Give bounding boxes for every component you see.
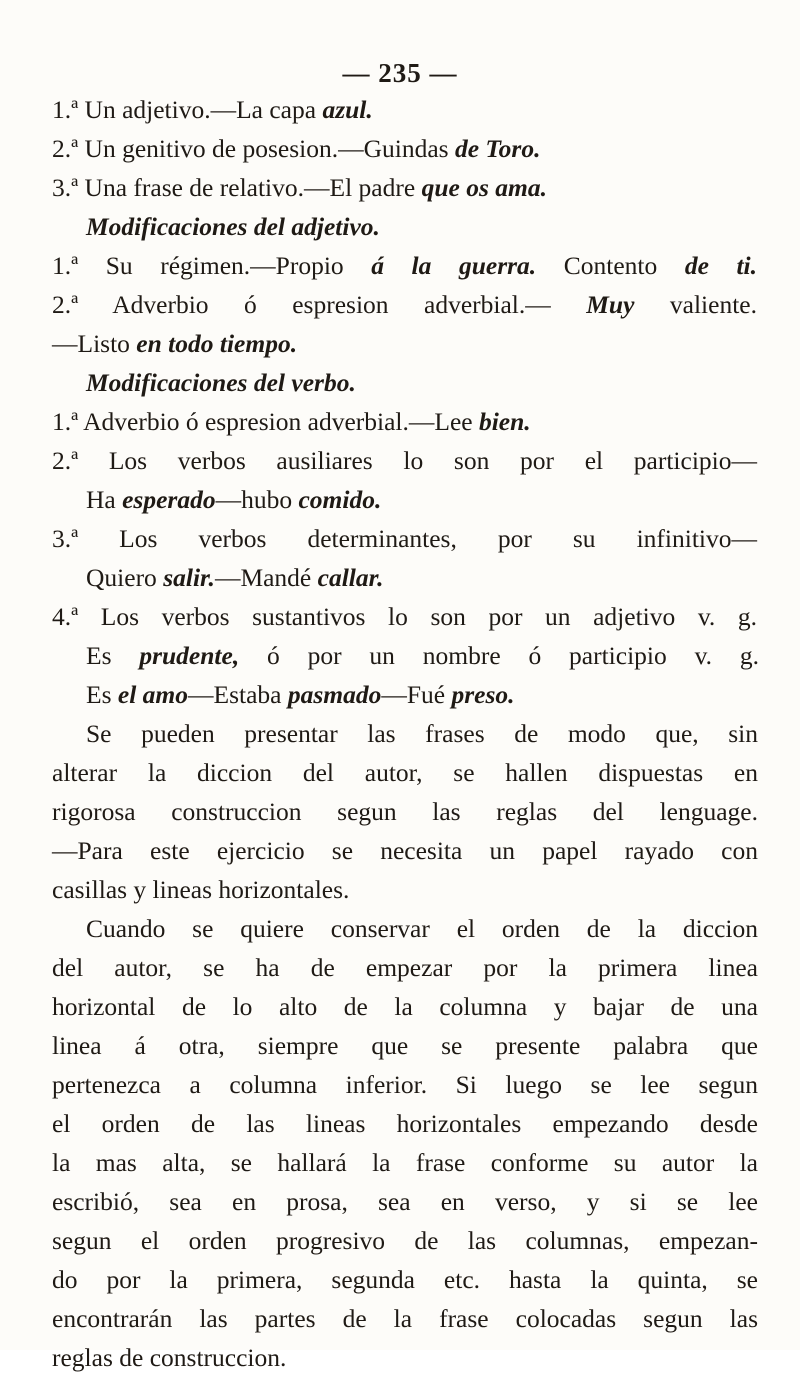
text-line	[52, 329, 297, 359]
text-line	[52, 797, 758, 827]
text-segment: alterar la diccion del autor, se hallen dispuestas en	[52, 758, 758, 787]
text-line	[52, 1070, 758, 1100]
text-segment: rigorosa construccion segun las reglas del lenguage.	[52, 797, 758, 826]
text-segment: Se pueden presentar las frases de modo que, sin	[86, 719, 758, 748]
text-segment: —Para este ejercicio se necesita un papel rayado con	[52, 836, 758, 865]
italic-text: Modificaciones del adjetivo.	[86, 212, 380, 241]
italic-text: á la guerra.	[371, 251, 537, 280]
page-number: — 235 —	[342, 58, 458, 88]
italic-text: comido.	[298, 485, 382, 514]
text-line	[52, 602, 757, 632]
text-line	[52, 173, 547, 203]
italic-text: preso.	[451, 680, 515, 709]
italic-text: Muy	[586, 290, 635, 319]
italic-text: el amo	[117, 680, 188, 709]
italic-text: pasmado	[287, 680, 382, 709]
text-segment: linea á otra, siempre que se presente palabra que	[52, 1031, 758, 1060]
text-segment: ó por un nombre ó participio v. g.	[239, 641, 759, 670]
italic-text: de ti.	[684, 251, 758, 280]
text-segment: —hubo	[215, 485, 299, 514]
text-line	[52, 1031, 758, 1061]
text-line	[52, 758, 758, 788]
text-segment: 1.ª Adverbio ó espresion adverbial.—Lee	[52, 407, 479, 436]
text-segment: Quiero	[86, 563, 164, 592]
italic-text: bien.	[478, 407, 531, 436]
text-segment: 2.ª Un genitivo de posesion.—Guindas	[52, 134, 455, 163]
text-line	[52, 1187, 758, 1217]
text-segment: segun el orden progresivo de las columnas, empezan-	[52, 1226, 758, 1255]
text-segment: Es	[86, 680, 118, 709]
text-segment: —Listo	[52, 329, 137, 358]
text-segment: 1.ª Su régimen.—Propio	[52, 251, 372, 280]
text-segment: —Estaba	[188, 680, 288, 709]
text-line	[52, 1109, 758, 1139]
italic-text: de Toro.	[454, 134, 541, 163]
text-line	[86, 563, 384, 593]
text-segment: valiente.	[634, 290, 757, 319]
text-line	[52, 836, 758, 866]
text-line	[52, 134, 540, 164]
text-line	[52, 1304, 758, 1334]
text-segment: pertenezca a columna inferior. Si luego se lee segun	[52, 1070, 758, 1099]
text-line	[86, 680, 515, 710]
italic-text: esperado	[122, 485, 216, 514]
text-line	[52, 290, 757, 320]
text-segment: Ha	[86, 485, 123, 514]
text-line	[52, 953, 758, 983]
text-line	[52, 251, 757, 281]
text-line	[52, 875, 349, 905]
text-line	[86, 641, 759, 671]
italic-text: que os ama.	[421, 173, 547, 202]
text-line	[52, 407, 531, 437]
text-segment: 3.ª Una frase de relativo.—El padre	[52, 173, 422, 202]
text-segment: 3.ª Los verbos determinantes, por su infinitivo—	[52, 524, 757, 553]
text-line	[52, 1226, 758, 1256]
text-segment: —Mandé	[214, 563, 318, 592]
text-line	[52, 524, 757, 554]
text-line	[52, 95, 373, 125]
italic-text: callar.	[317, 563, 384, 592]
text-segment: escribió, sea en prosa, sea en verso, y si se lee	[52, 1187, 758, 1216]
text-segment: casillas y lineas horizontales.	[52, 875, 350, 904]
text-line	[52, 1343, 286, 1373]
italic-text: prudente,	[139, 641, 240, 670]
text-line	[52, 992, 758, 1022]
text-segment: —Fué	[381, 680, 452, 709]
text-segment: el orden de las lineas horizontales empezando desde	[52, 1109, 758, 1138]
text-line	[52, 1148, 758, 1178]
italic-text: Modificaciones del verbo.	[86, 368, 356, 397]
italic-text: salir.	[163, 563, 215, 592]
text-segment: Contento	[536, 251, 685, 280]
text-line	[52, 446, 757, 476]
text-segment: do por la primera, segunda etc. hasta la quinta, se	[52, 1265, 758, 1294]
text-segment: 4.ª Los verbos sustantivos lo son por un adjetivo v. g.	[52, 602, 757, 631]
text-segment: 2.ª Los verbos ausiliares lo son por el participio—	[52, 446, 757, 475]
text-line	[86, 914, 758, 944]
text-segment: Cuando se quiere conservar el orden de la diccion	[86, 914, 758, 943]
text-segment: reglas de construccion.	[52, 1343, 287, 1372]
text-segment: encontrarán las partes de la frase colocadas segun las	[52, 1304, 758, 1333]
text-segment: del autor, se ha de empezar por la primera linea	[52, 953, 758, 982]
text-segment: horizontal de lo alto de la columna y bajar de una	[52, 992, 758, 1021]
text-segment: 1.ª Un adjetivo.—La capa	[52, 95, 323, 124]
text-line	[86, 485, 381, 515]
text-segment: la mas alta, se hallará la frase conforme su autor la	[52, 1148, 758, 1177]
text-segment: Es	[86, 641, 140, 670]
text-line	[86, 719, 758, 749]
text-line	[86, 368, 356, 398]
italic-text: azul.	[322, 95, 373, 124]
text-line	[86, 212, 380, 242]
text-segment: 2.ª Adverbio ó espresion adverbial.—	[52, 290, 587, 319]
italic-text: en todo tiempo.	[136, 329, 298, 358]
text-line	[52, 1265, 758, 1295]
